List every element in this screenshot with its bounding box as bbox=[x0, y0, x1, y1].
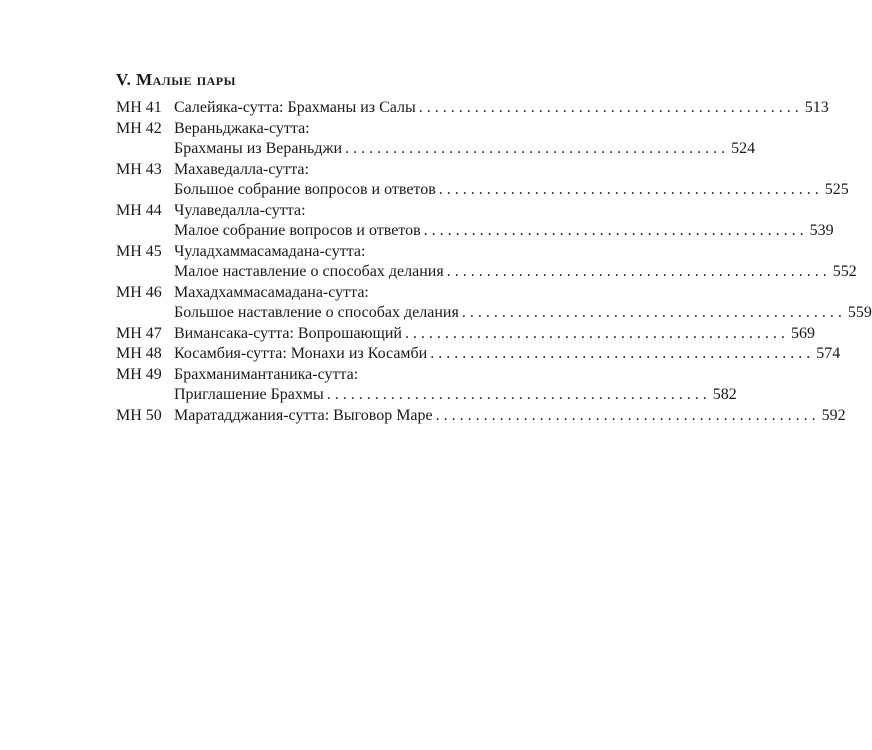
dot-leader bbox=[405, 324, 785, 345]
entry-title: Чулаведалла-сутта: bbox=[174, 201, 306, 219]
entry-code: МН 48 bbox=[116, 345, 162, 362]
toc-entry-mn44[interactable] bbox=[116, 201, 834, 242]
table-of-contents bbox=[116, 68, 872, 426]
entry-subtitle: Малое собрание вопросов и ответов bbox=[174, 222, 421, 239]
entry-code: МН 46 bbox=[116, 283, 162, 301]
entry-title: Брахманимантаника-сутта: bbox=[174, 365, 359, 383]
entry-subtitle: Брахманы из Вераньджи bbox=[174, 140, 343, 157]
entry-code: МН 49 bbox=[116, 365, 162, 383]
toc-entry-mn48[interactable] bbox=[116, 344, 841, 365]
entry-code: МН 43 bbox=[116, 160, 162, 178]
toc-entry-mn41[interactable] bbox=[116, 98, 829, 119]
dot-leader bbox=[430, 344, 810, 365]
toc-entry-mn47[interactable] bbox=[116, 324, 815, 345]
entry-subtitle: Приглашение Брахмы bbox=[174, 386, 324, 403]
entry-code: МН 50 bbox=[116, 406, 162, 424]
toc-entry-mn49[interactable] bbox=[116, 365, 737, 406]
entry-code: МН 44 bbox=[116, 201, 162, 219]
toc-entry-mn50[interactable] bbox=[116, 406, 846, 427]
dot-leader bbox=[327, 385, 707, 406]
dot-leader bbox=[424, 221, 804, 242]
entry-page: 582 bbox=[712, 386, 737, 403]
entry-subtitle: Малое наставление о способах делания bbox=[174, 263, 444, 280]
entry-page: 574 bbox=[816, 345, 841, 362]
toc-entry-mn46[interactable] bbox=[116, 283, 872, 324]
entry-page: 539 bbox=[809, 222, 834, 239]
entry-title: Вераньджака-сутта: bbox=[174, 119, 310, 137]
entry-subtitle: Большое собрание вопросов и ответов bbox=[174, 181, 436, 198]
entry-page: 559 bbox=[847, 304, 872, 321]
entry-code: МН 41 bbox=[116, 99, 162, 116]
entry-page: 592 bbox=[821, 406, 846, 424]
dot-leader bbox=[345, 139, 725, 160]
entry-title: Махадхаммасамадана-сутта: bbox=[174, 283, 369, 301]
entry-page: 513 bbox=[804, 99, 829, 116]
entry-code: МН 45 bbox=[116, 242, 162, 260]
entry-page: 525 bbox=[824, 181, 849, 198]
entry-title: Салейяка-сутта: Брахманы из Салы bbox=[174, 99, 416, 116]
dot-leader bbox=[436, 406, 816, 427]
toc-entry-mn45[interactable] bbox=[116, 242, 857, 283]
entry-title: Махаведалла-сутта: bbox=[174, 160, 309, 178]
dot-leader bbox=[447, 262, 827, 283]
entry-code: МН 42 bbox=[116, 119, 162, 137]
toc-entry-mn43[interactable] bbox=[116, 160, 849, 201]
entry-page: 524 bbox=[731, 140, 756, 157]
entry-title: Вимансака-сутта: Вопрошающий bbox=[174, 324, 402, 342]
dot-leader bbox=[419, 98, 799, 119]
section-title: V. Малые пары bbox=[116, 70, 236, 89]
dot-leader bbox=[462, 303, 842, 324]
dot-leader bbox=[439, 180, 819, 201]
entry-code: МН 47 bbox=[116, 324, 162, 342]
toc-entry-mn42[interactable] bbox=[116, 119, 756, 160]
entry-subtitle: Большое наставление о способах делания bbox=[174, 304, 459, 321]
entry-title: Чуладхаммасамадана-сутта: bbox=[174, 242, 366, 260]
entry-title: Косамбия-сутта: Монахи из Косамби bbox=[174, 345, 428, 362]
entry-title: Маратадджания-сутта: Выговор Маре bbox=[174, 406, 433, 424]
entry-page: 569 bbox=[790, 324, 815, 342]
entry-page: 552 bbox=[832, 263, 857, 280]
